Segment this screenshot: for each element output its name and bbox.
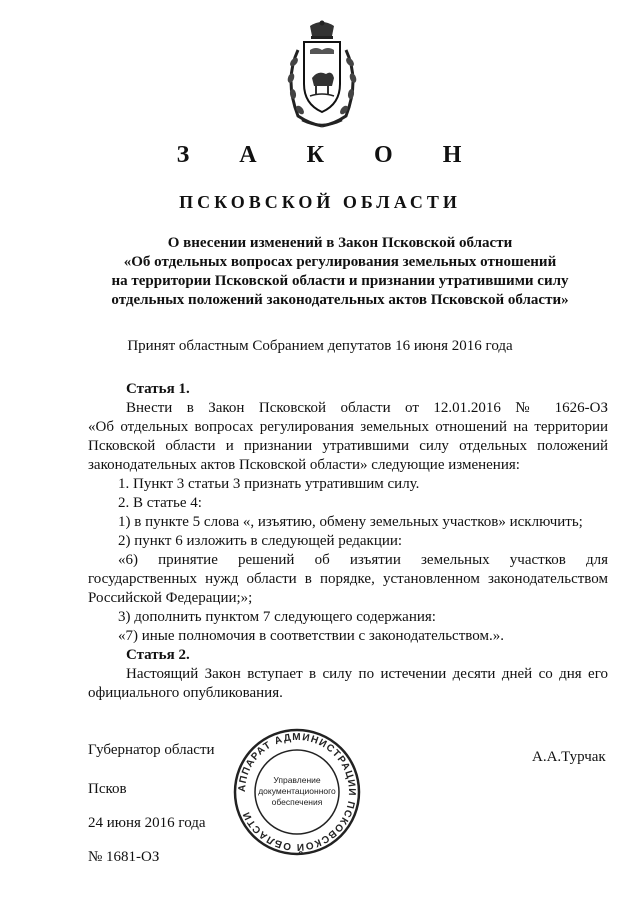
article-1-subitem-1: 1) в пункте 5 слова «, изъятию, обмену земельных участков» исключить;	[118, 514, 583, 530]
heading-line: на территории Псковской области и признании утратившими силу	[111, 273, 569, 289]
stamp-center-text: Управление	[273, 775, 321, 785]
law-heading	[80, 234, 600, 310]
article-1-quote-7: «7) иные полномочия в соответствии с законодательством.».	[118, 628, 504, 644]
stamp-center-text: документационного	[258, 786, 336, 796]
signing-date: 24 июня 2016 года	[88, 815, 206, 831]
article-1-text-line: Псковской области и признании утратившими силу отдельных положений	[88, 438, 608, 454]
heading-line: «Об отдельных вопросах регулирования земельных отношений	[123, 254, 557, 270]
article-1-text-line: «Об отдельных вопросах регулирования земельных отношений на территории	[88, 419, 608, 435]
article-1	[88, 380, 608, 646]
article-1-subitem-2: 2) пункт 6 изложить в следующей редакции:	[118, 533, 403, 549]
law-subtitle: ПСКОВСКОЙ ОБЛАСТИ	[179, 192, 461, 212]
article-1-text-line: Внести в Закон Псковской области от 12.01.2016 № 1626-ОЗ	[126, 400, 608, 416]
stamp-center-text: обеспечения	[271, 797, 323, 807]
article-1-quote-6: Российской Федерации;»;	[88, 590, 253, 606]
official-stamp	[232, 727, 362, 857]
law-title: З А К О Н	[176, 142, 484, 168]
heading-line: отдельных положений законодательных актов Псковской области»	[111, 292, 569, 308]
signing-city: Псков	[88, 781, 127, 797]
article-1-item-1: 1. Пункт 3 статьи 3 признать утратившим силу.	[118, 476, 420, 492]
article-1-text-line: законодательных актов Псковской области» следующие изменения:	[88, 457, 520, 473]
article-2	[88, 646, 608, 703]
article-2-text-line: официального опубликования.	[88, 685, 283, 701]
article-1-subitem-3: 3) дополнить пунктом 7 следующего содержания:	[118, 609, 436, 625]
signatory-position: Губернатор области	[88, 742, 215, 758]
article-2-text-line: Настоящий Закон вступает в силу по истечении десяти дней со дня его	[126, 666, 608, 682]
stamp-ring-text: АППАРАТ АДМИНИСТРАЦИИ ПСКОВСКОЙ ОБЛАСТИ	[236, 731, 358, 853]
law-number: № 1681-ОЗ	[88, 849, 160, 865]
signatory-name: А.А.Турчак	[532, 749, 606, 765]
article-2-title: Статья 2.	[126, 647, 190, 663]
coat-of-arms-emblem	[280, 20, 364, 132]
article-1-title: Статья 1.	[126, 381, 190, 397]
adoption-line: Принят областным Собранием депутатов 16 июня 2016 года	[127, 338, 513, 354]
article-1-quote-6: «6) принятие решений об изъятии земельных участков для	[118, 552, 608, 568]
article-1-item-2: 2. В статье 4:	[118, 495, 202, 511]
heading-line: О внесении изменений в Закон Псковской области	[167, 235, 513, 251]
article-1-quote-6: государственных нужд области в порядке, установленном законодательством	[88, 571, 608, 587]
